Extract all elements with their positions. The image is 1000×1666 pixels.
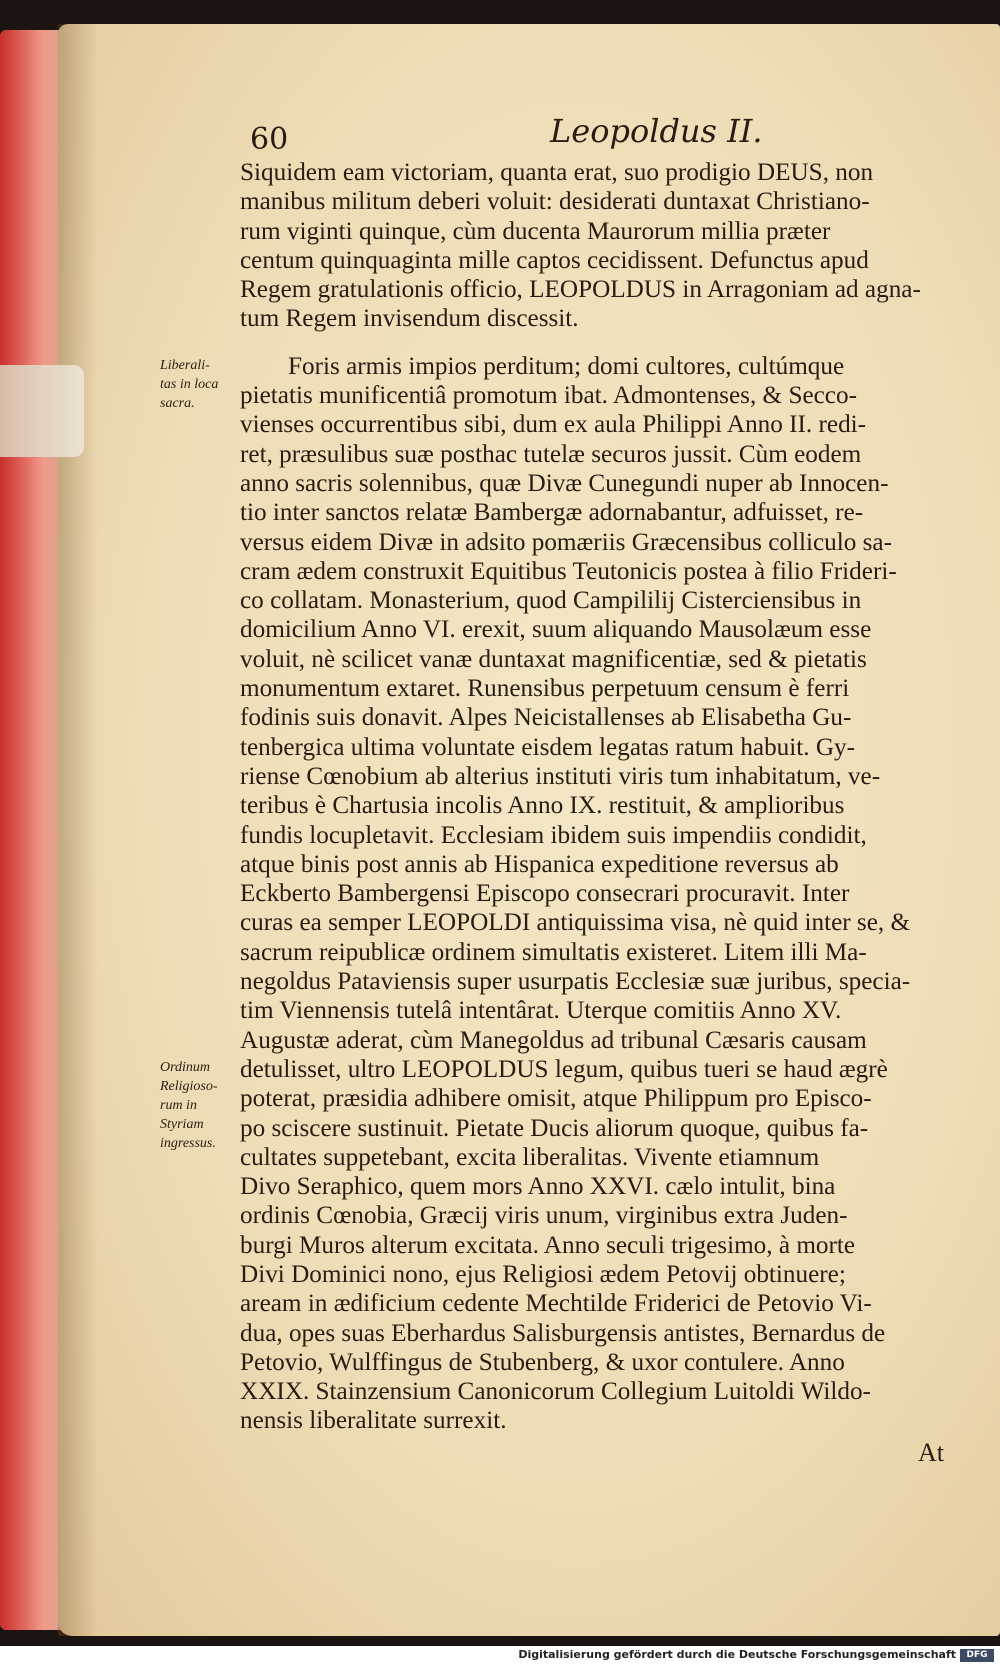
text-line: Petovio, Wulffingus de Stubenberg, & uxor contulere. Anno bbox=[240, 1348, 845, 1376]
text-line: tum Regem invisendum discessit. bbox=[240, 305, 579, 333]
text-line: fundis locupletavit. Ecclesiam ibidem suis impendiis condidit, bbox=[240, 821, 867, 849]
text-line: monumentum extaret. Runensibus perpetuum censum è ferri bbox=[240, 675, 850, 703]
footer-credit: Digitalisierung gefördert durch die Deutsche Forschungsgemeinschaft bbox=[518, 1648, 956, 1661]
margin-note-line: Styriam bbox=[160, 1117, 204, 1132]
text-line: voluit, nè scilicet vanæ duntaxat magnificentiæ, sed & pietatis bbox=[240, 645, 867, 673]
text-line: detulisset, ultro LEOPOLDUS legum, quibus tueri se haud ægrè bbox=[240, 1055, 888, 1083]
text-line: cultates suppetebant, excita liberalitas. Vivente etiamnum bbox=[240, 1143, 820, 1171]
text-line: Foris armis impios perditum; domi cultores, cultúmque bbox=[288, 352, 845, 380]
text-line: poterat, præsidia adhibere omisit, atque Philippum pro Episco- bbox=[240, 1085, 872, 1113]
text-line: co collatam. Monasterium, quod Campililij Cisterciensibus in bbox=[240, 587, 862, 615]
text-line: curas ea semper LEOPOLDI antiquissima visa, nè quid inter se, & bbox=[240, 909, 911, 937]
text-line: Siquidem eam victoriam, quanta erat, suo prodigio DEUS, non bbox=[240, 159, 874, 186]
text-line: cram ædem construxit Equitibus Teutonicis postea à filio Frideri- bbox=[240, 557, 897, 585]
text-line: dua, opes suas Eberhardus Salisburgensis antistes, Bernardus de bbox=[240, 1319, 886, 1347]
footer bbox=[0, 1646, 1000, 1666]
text-line: tenbergica ultima voluntate eisdem legatas ratum habuit. Gy- bbox=[240, 733, 856, 761]
text-line: Divo Seraphico, quem mors Anno XXVI. cælo intulit, bina bbox=[240, 1173, 836, 1201]
text-line: fodinis suis donavit. Alpes Neicistallenses ab Elisabetha Gu- bbox=[240, 704, 852, 732]
margin-note-line: rum in bbox=[160, 1098, 197, 1113]
text-line: atque binis post annis ab Hispanica expeditione reversus ab bbox=[240, 850, 839, 878]
margin-note-line: Liberali- bbox=[160, 358, 210, 373]
text-line: tim Viennensis tutelâ intentârat. Uterque comitiis Anno XV. bbox=[240, 997, 842, 1025]
text-line: aream in ædificium cedente Mechtilde Friderici de Petovio Vi- bbox=[240, 1290, 872, 1318]
margin-note-line: tas in loca bbox=[160, 377, 219, 392]
margin-note-line: Ordinum bbox=[160, 1060, 211, 1075]
text-line: centum quinquaginta mille captos cecidissent. Defunctus apud bbox=[240, 246, 869, 274]
margin-note-line: Religioso- bbox=[160, 1079, 218, 1094]
text-line: Divi Dominici nono, ejus Religiosi ædem Petovij obtinuere; bbox=[240, 1260, 846, 1288]
margin-note-line: sacra. bbox=[160, 396, 195, 411]
running-title: Leopoldus II. bbox=[550, 112, 763, 150]
margin-note-line: ingressus. bbox=[160, 1136, 216, 1151]
text-line: Augustæ aderat, cùm Manegoldus ad tribunal Cæsaris causam bbox=[240, 1026, 867, 1054]
page-number: 60 bbox=[250, 122, 289, 157]
text-line: domicilium Anno VI. erexit, suum aliquando Mausolæum esse bbox=[240, 616, 872, 644]
text-line: vienses occurrentibus sibi, dum ex aula Philippi Anno II. redi- bbox=[240, 411, 867, 439]
text-line: versus eidem Divæ in adsito pomæriis Græcensibus colliculo sa- bbox=[240, 528, 892, 556]
margin-note-liberalitas bbox=[160, 356, 238, 413]
text-line: Eckberto Bambergensi Episcopo consecrari procuravit. Inter bbox=[240, 880, 850, 908]
text-line: manibus militum deberi voluit: desiderati duntaxat Christiano- bbox=[240, 188, 870, 216]
text-line: negoldus Pataviensis super usurpatis Ecclesiæ suæ juribus, specia- bbox=[240, 968, 911, 996]
dfg-logo-icon: DFG bbox=[960, 1649, 994, 1662]
catchword: At bbox=[918, 1438, 944, 1467]
text-line: rum viginti quinque, cùm ducenta Maurorum millia præter bbox=[240, 217, 831, 245]
page-header bbox=[250, 112, 950, 162]
paper-tab-strip bbox=[0, 365, 84, 457]
paragraph-1 bbox=[240, 158, 960, 334]
page-edge bbox=[0, 30, 62, 1630]
text-line: XXIX. Stainzensium Canonicorum Collegium Luitoldi Wildo- bbox=[240, 1378, 871, 1406]
text-line: Regem gratulationis officio, LEOPOLDUS in Arragoniam ad agna- bbox=[240, 276, 921, 304]
text-line: sacrum reipublicæ ordinem simultatis existeret. Litem illi Ma- bbox=[240, 938, 867, 966]
text-line: pietatis munificentiâ promotum ibat. Admontenses, & Secco- bbox=[240, 382, 857, 410]
text-line: riense Cœnobium ab alterius instituti viris tum inhabitatum, ve- bbox=[240, 762, 881, 790]
margin-note-ordinum bbox=[160, 1058, 238, 1153]
text-line: tio inter sanctos relatæ Bambergæ adornabantur, adfuisset, re- bbox=[240, 499, 864, 527]
text-line: nensis liberalitate surrexit. bbox=[240, 1407, 507, 1435]
paragraph-2 bbox=[240, 352, 960, 1436]
body-text bbox=[240, 158, 960, 1436]
text-line: burgi Muros alterum excitata. Anno seculi trigesimo, à morte bbox=[240, 1231, 856, 1259]
text-line: po sciscere sustinuit. Pietate Ducis aliorum quoque, quibus fa- bbox=[240, 1114, 869, 1142]
text-line: teribus è Chartusia incolis Anno IX. restituit, & amplioribus bbox=[240, 792, 845, 820]
text-line: anno sacris solennibus, quæ Divæ Cunegundi nuper ab Innocen- bbox=[240, 469, 889, 497]
text-line: ordinis Cœnobia, Græcij viris unum, virginibus extra Juden- bbox=[240, 1202, 848, 1230]
text-line: ret, præsulibus suæ posthac tutelæ securos jussit. Cùm eodem bbox=[240, 440, 862, 468]
